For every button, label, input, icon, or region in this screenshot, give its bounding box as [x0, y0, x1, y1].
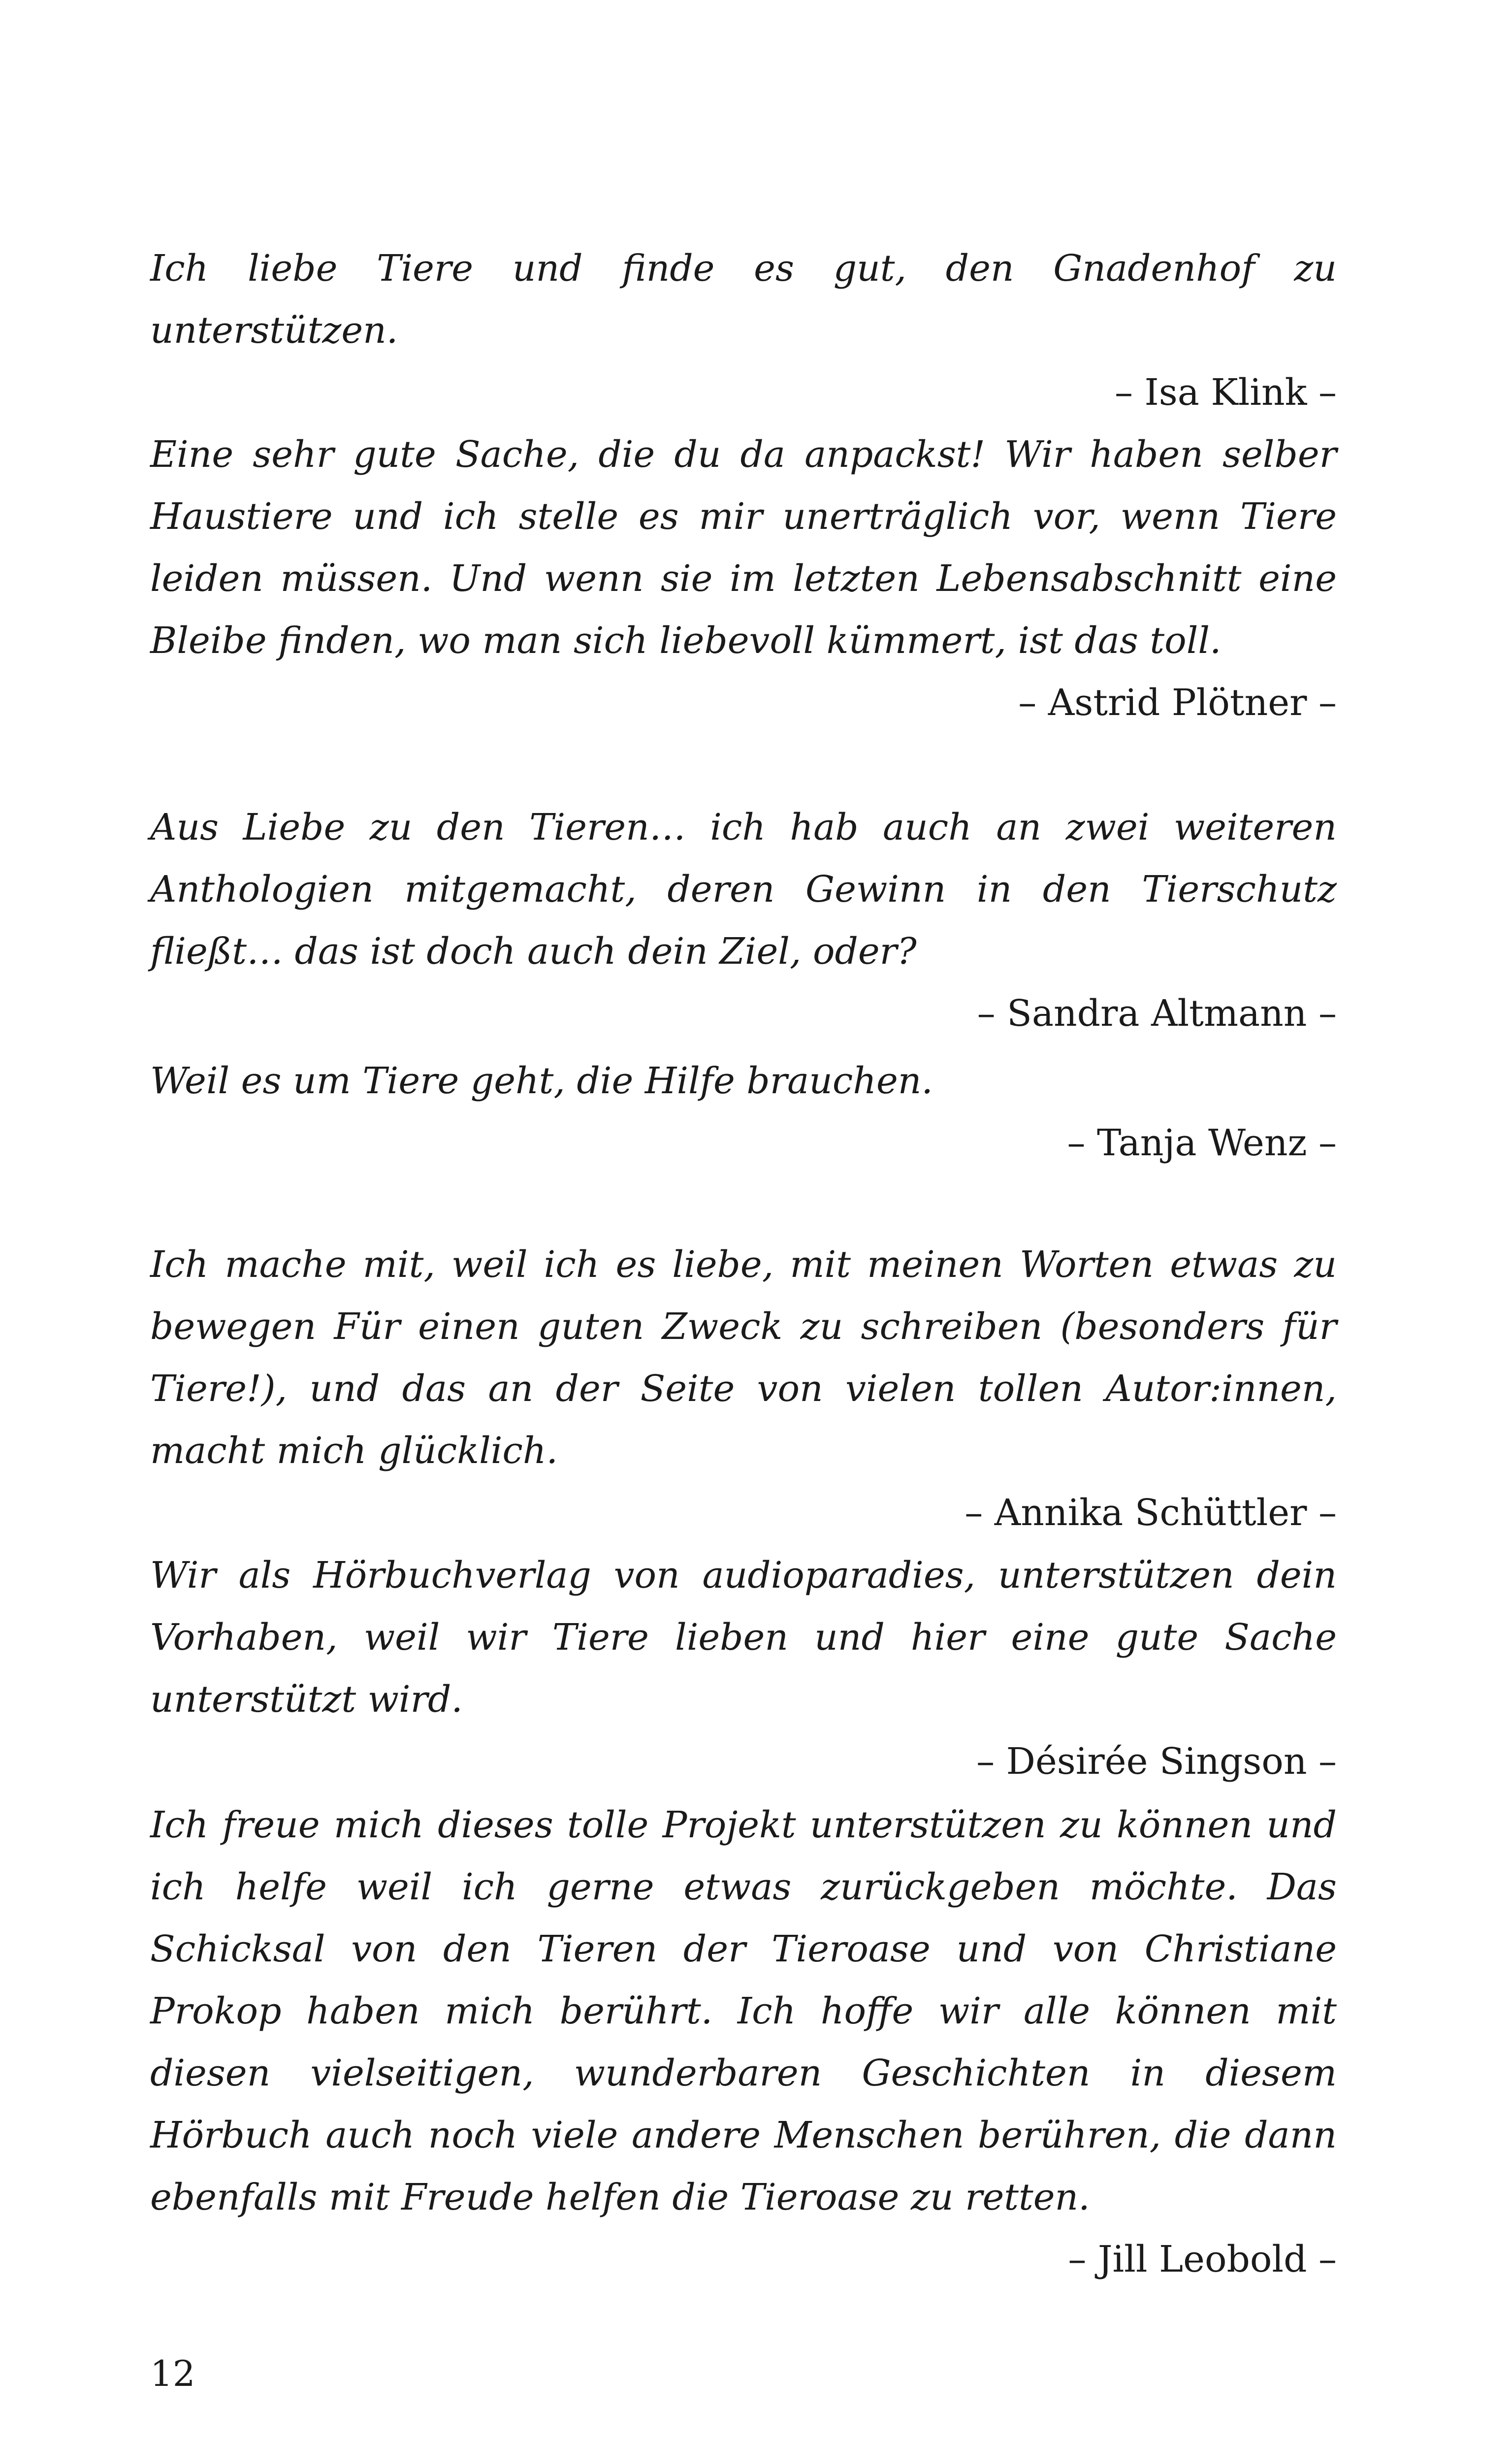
testimonial-author: – Sandra Altmann – [977, 992, 1337, 1035]
testimonial-author: – Astrid Plötner – [1018, 682, 1337, 724]
testimonial [150, 237, 1337, 423]
testimonial-quote: Wir als Hörbuchverlag von audioparadies, unterstützen dein Vorhaben, weil wir Tiere lieben und hier eine gute Sache unterstützt wird. [150, 1554, 1337, 1721]
testimonial-quote: Ich mache mit, weil ich es liebe, mit meinen Worten etwas zu bewegen Für einen guten Zweck zu schreiben (besonders für Tiere!), und das an der Seite von vielen tollen Autor:innen, macht mich glücklich. [150, 1243, 1337, 1472]
testimonial [150, 1794, 1337, 2290]
testimonial [150, 423, 1337, 734]
testimonial [150, 796, 1337, 1044]
testimonial [150, 1050, 1337, 1174]
testimonial [150, 1234, 1337, 1544]
testimonial-quote: Weil es um Tiere geht, die Hilfe brauchen. [150, 1060, 933, 1102]
testimonial-author: – Désirée Singson – [976, 1740, 1337, 1783]
testimonial-author: – Jill Leobold – [1068, 2238, 1337, 2280]
testimonial-author: – Tanja Wenz – [1067, 1122, 1337, 1164]
testimonial-quote: Aus Liebe zu den Tieren… ich hab auch an zwei weiteren Anthologien mitgemacht, deren Gewinn in den Tierschutz fließt… das ist doch auch dein Ziel, oder? [150, 806, 1337, 973]
testimonial-quote: Ich liebe Tiere und finde es gut, den Gnadenhof zu unterstützen. [150, 247, 1337, 352]
testimonial-quote: Eine sehr gute Sache, die du da anpackst! Wir haben selber Haustiere und ich stelle es mir unerträglich vor, wenn Tiere leiden müssen. Und wenn sie im letzten Lebensabschnitt eine Bleibe finden, wo man sich liebevoll kümmert, ist das toll. [150, 433, 1337, 662]
page-number: 12 [150, 2353, 195, 2394]
testimonial [150, 1544, 1337, 1792]
testimonial-quote: Ich freue mich dieses tolle Projekt unterstützen zu können und ich helfe weil ich gerne etwas zurückgeben möchte. Das Schicksal von den Tieren der Tieroase und von Christiane Prokop haben mich berührt. Ich hoffe wir alle können mit diesen vielseitigen, wunderbaren Geschichten in diesem Hörbuch auch noch viele andere Menschen berühren, die dann ebenfalls mit Freude helfen die Tieroase zu retten. [150, 1804, 1337, 2218]
testimonial-author: – Annika Schüttler – [965, 1492, 1337, 1534]
testimonial-author: – Isa Klink – [1114, 371, 1337, 414]
